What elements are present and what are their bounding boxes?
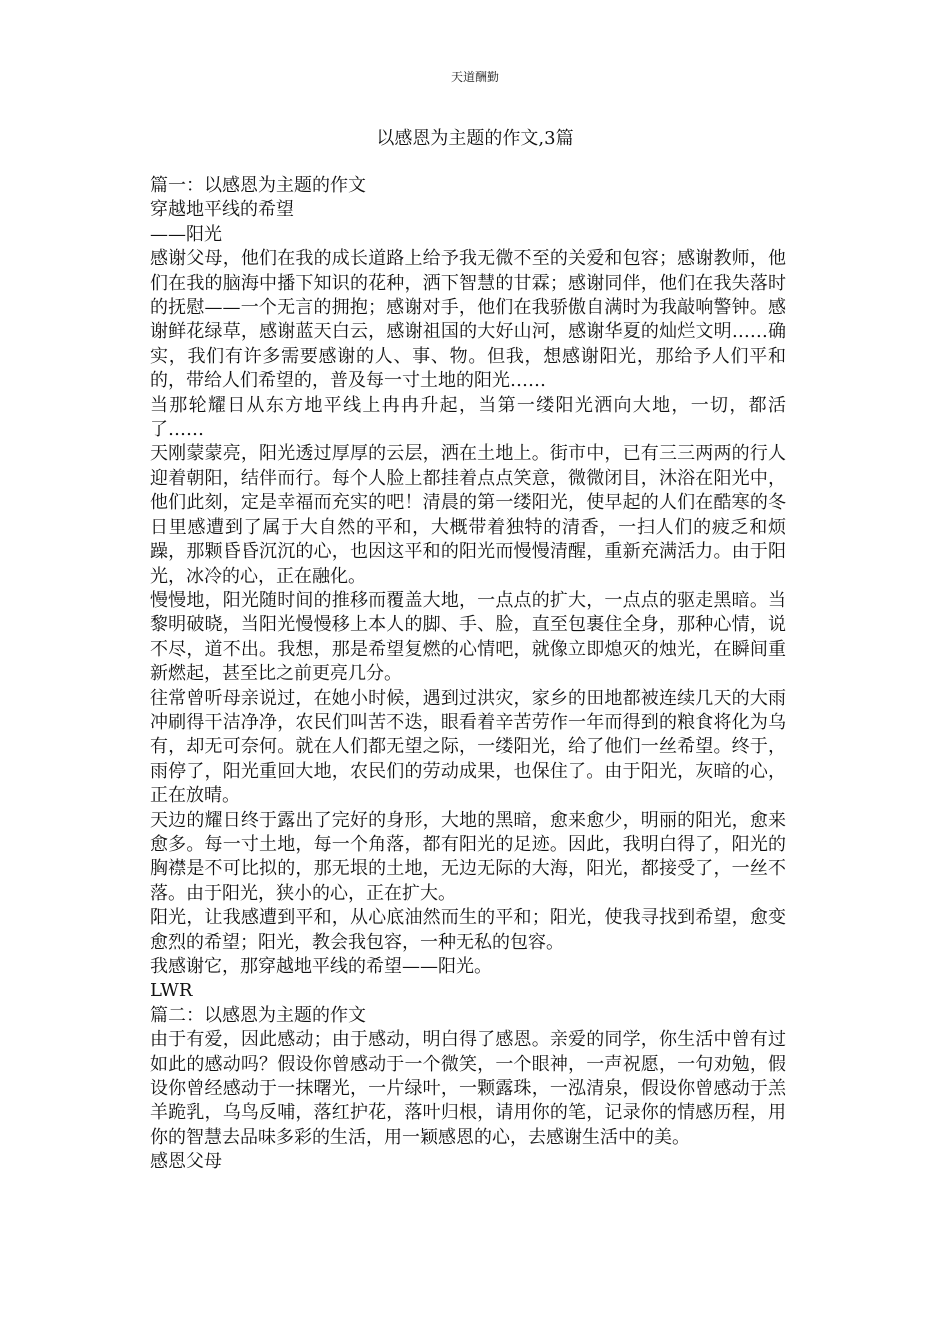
- paragraph: 我感谢它，那穿越地平线的希望——阳光。: [150, 956, 492, 977]
- subheading: 感恩父母: [150, 1151, 222, 1173]
- paragraph: 当那轮耀日从东方地平线上冉冉升起，当第一缕阳光洒向大地，一切，都活了……: [150, 394, 786, 441]
- essay-title: 穿越地平线的希望: [150, 199, 294, 221]
- paragraph: 感谢父母，他们在我的成长道路上给予我无微不至的关爱和包容；感谢教师，他们在我的脑海中播下知识的花种，洒下智慧的甘霖；感谢同伴，他们在我失落时的抚慰——一个无言的拥抱；感谢对手，他们在我骄傲自满时为我敲响警钟。感谢鲜花绿草，感谢蓝天白云，感谢祖国的大好山河，感谢华夏的灿烂文明……确实，我们有许多需要感谢的人、事、物。但我，想感谢阳光，那给予人们平和的，带给人们希望的，普及每一寸土地的阳光……: [150, 248, 786, 392]
- paragraph: 由于有爱，因此感动；由于感动，明白得了感恩。亲爱的同学，你生活中曾有过如此的感动吗？假设你曾感动于一个微笑，一个眼神，一声祝愿，一句劝勉，假设你曾经感动于一抹曙光，一片绿叶，一颗露珠，一泓清泉，假设你曾感动于羔羊跪乳，乌鸟反哺，落红护花，落叶归根，请用你的笔，记录你的情感历程，用你的智慧去品味多彩的生活，用一颖感恩的心，去感谢生活中的美。: [150, 1029, 786, 1148]
- signature: LWR: [150, 980, 193, 1002]
- page-header: 天道酬勤: [450, 70, 499, 84]
- essay-author: ——阳光: [150, 223, 222, 245]
- paragraph: 天边的耀日终于露出了完好的身形，大地的黑暗，愈来愈少，明丽的阳光，愈来愈多。每一寸土地，每一个角落，都有阳光的足迹。因此，我明白得了，阳光的胸襟是不可比拟的，那无垠的土地，无边无际的大海，阳光，都接受了，一丝不落。由于阳光，狭小的心，正在扩大。: [150, 809, 786, 904]
- paragraph: 慢慢地，阳光随时间的推移而覆盖大地，一点点的扩大，一点点的驱走黑暗。当黎明破晓，当阳光慢慢移上本人的脚、手、脸，直至包裹住全身，那种心情，说不尽，道不出。我想，那是希望复燃的心情吧，就像立即熄灭的烛光，在瞬间重新燃起，甚至比之前更亮几分。: [150, 589, 786, 685]
- paragraph: 往常曾听母亲说过，在她小时候，遇到过洪灾，家乡的田地都被连续几天的大雨冲刷得干洁净净，农民们叫苦不迭，眼看着辛苦劳作一年而得到的粮食将化为乌有，却无可奈何。就在人们都无望之际，一缕阳光，给了他们一丝希望。终于，雨停了，阳光重回大地，农民们的劳动成果，也保住了。由于阳光，灰暗的心，正在放晴。: [150, 687, 786, 807]
- document-title: 以感恩为主题的作文,3篇: [376, 128, 574, 149]
- document-body: [150, 174, 786, 1175]
- section-heading: 篇一：以感恩为主题的作文: [150, 175, 366, 196]
- section-heading: 篇二：以感恩为主题的作文: [150, 1004, 366, 1026]
- paragraph: 阳光，让我感遭到平和，从心底油然而生的平和；阳光，使我寻找到希望，愈变愈烈的希望；阳光，教会我包容，一种无私的包容。: [150, 907, 786, 953]
- paragraph: 天刚蒙蒙亮，阳光透过厚厚的云层，洒在土地上。街市中，已有三三两两的行人迎着朝阳，结伴而行。每个人脸上都挂着点点笑意，微微闭目，沐浴在阳光中，他们此刻，定是幸福而充实的吧！清晨的第一缕阳光，使早起的人们在酷寒的冬日里感遭到了属于大自然的平和，大概带着独特的清香，一扫人们的疲乏和烦躁，那颗昏昏沉沉的心，也因这平和的阳光而慢慢清醒，重新充满活力。由于阳光，冰冷的心，正在融化。: [150, 443, 786, 587]
